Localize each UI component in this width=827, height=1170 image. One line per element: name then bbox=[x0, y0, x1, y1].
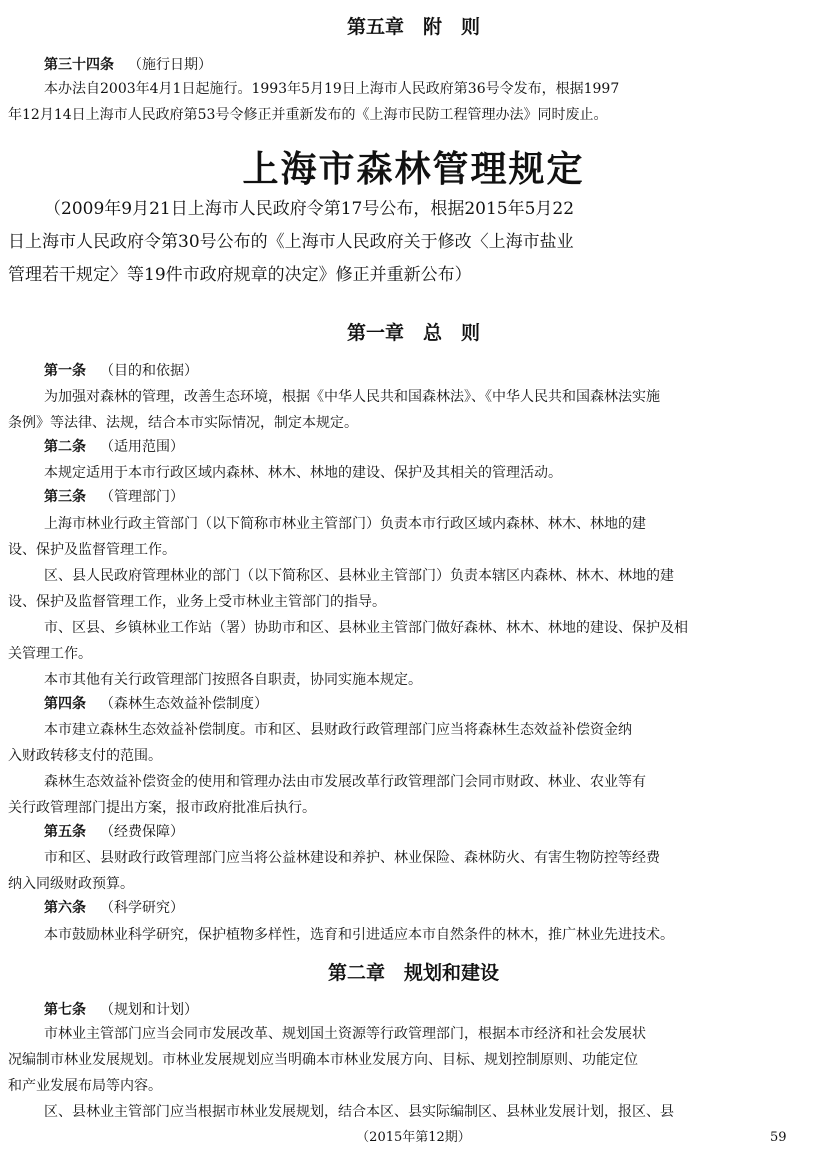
article-2-text bbox=[8, 460, 818, 486]
article-topic: （经费保障） bbox=[100, 824, 184, 840]
article-5-text bbox=[8, 845, 818, 897]
article-1-text bbox=[8, 384, 818, 436]
article-3-paragraph-3 bbox=[8, 615, 818, 667]
note-line: 日上海市人民政府令第30号公布的《上海市人民政府关于修改〈上海市盐业 bbox=[8, 232, 574, 252]
text-line: 入财政转移支付的范围。 bbox=[8, 748, 162, 764]
article-3-heading bbox=[44, 487, 184, 507]
article-topic: （目的和依据） bbox=[100, 363, 198, 379]
text-line: 和产业发展布局等内容。 bbox=[8, 1078, 162, 1094]
article-number: 第一条 bbox=[44, 363, 86, 379]
article-topic: （适用范围） bbox=[100, 439, 184, 455]
text-line: 为加强对森林的管理，改善生态环境，根据《中华人民共和国森林法》、《中华人民共和国森林法实施 bbox=[44, 389, 660, 405]
note-line: 管理若干规定〉等19件市政府规章的决定》修正并重新公布） bbox=[8, 265, 472, 285]
article-7-paragraph-2 bbox=[8, 1099, 818, 1125]
text-line: 纳入同级财政预算。 bbox=[8, 876, 134, 892]
text-line: 年12月14日上海市人民政府第53号令修正并重新发布的《上海市民防工程管理办法》同时废止。 bbox=[8, 107, 608, 123]
article-1-heading bbox=[44, 361, 198, 381]
article-number: 第七条 bbox=[44, 1002, 86, 1018]
article-topic: （规划和计划） bbox=[100, 1002, 198, 1018]
text-line: 本办法自2003年4月1日起施行。1993年5月19日上海市人民政府第36号令发布，根据1997 bbox=[44, 81, 620, 97]
article-topic: （森林生态效益补偿制度） bbox=[100, 696, 268, 712]
article-4-paragraph-2 bbox=[8, 769, 818, 821]
article-2-heading bbox=[44, 437, 184, 457]
issue-label: （2015年第12期） bbox=[356, 1130, 471, 1145]
article-topic: （施行日期） bbox=[128, 57, 212, 73]
page-number: 59 bbox=[770, 1130, 787, 1145]
article-4-heading bbox=[44, 694, 268, 714]
article-topic: （管理部门） bbox=[100, 489, 184, 505]
text-line: 市林业主管部门应当会同市发展改革、规划国土资源等行政管理部门，根据本市经济和社会发展状 bbox=[44, 1026, 646, 1042]
text-line: 市、区县、乡镇林业工作站（署）协助市和区、县林业主管部门做好森林、林木、林地的建设、保护及相 bbox=[44, 620, 688, 636]
regulation-title: 上海市森林管理规定 bbox=[242, 149, 585, 190]
text-line: 条例》等法律、法规，结合本市实际情况，制定本规定。 bbox=[8, 415, 358, 431]
article-number: 第六条 bbox=[44, 900, 86, 916]
text-line: 本市鼓励林业科学研究，保护植物多样性，选育和引进适应本市自然条件的林木，推广林业先进技术。 bbox=[44, 927, 674, 943]
article-6-text bbox=[8, 922, 818, 948]
text-line: 市和区、县财政行政管理部门应当将公益林建设和养护、林业保险、森林防火、有害生物防控等经费 bbox=[44, 850, 660, 866]
text-line: 关行政管理部门提出方案，报市政府批准后执行。 bbox=[8, 800, 316, 816]
article-number: 第二条 bbox=[44, 439, 86, 455]
article-number: 第五条 bbox=[44, 824, 86, 840]
text-line: 本规定适用于本市行政区域内森林、林木、林地的建设、保护及其相关的管理活动。 bbox=[44, 465, 562, 481]
article-topic: （科学研究） bbox=[100, 900, 184, 916]
text-line: 设、保护及监督管理工作，业务上受市林业主管部门的指导。 bbox=[8, 594, 386, 610]
text-line: 况编制市林业发展规划。市林业发展规划应当明确本市林业发展方向、目标、规划控制原则、功能定位 bbox=[8, 1052, 638, 1068]
text-line: 区、县林业主管部门应当根据市林业发展规划，结合本区、县实际编制区、县林业发展计划，报区、县 bbox=[44, 1104, 674, 1120]
text-line: 上海市林业行政主管部门（以下简称市林业主管部门）负责本市行政区域内森林、林木、林地的建 bbox=[44, 516, 646, 532]
article-34-heading bbox=[44, 55, 212, 75]
text-line: 区、县人民政府管理林业的部门（以下简称区、县林业主管部门）负责本辖区内森林、林木、林地的建 bbox=[44, 568, 674, 584]
article-7-heading bbox=[44, 1000, 198, 1020]
regulation-promulgation-note bbox=[0, 193, 827, 292]
article-6-heading bbox=[44, 898, 184, 918]
text-line: 设、保护及监督管理工作。 bbox=[8, 542, 176, 558]
article-3-paragraph-4 bbox=[8, 667, 818, 693]
chapter-two-heading: 第二章 规划和建设 bbox=[327, 962, 499, 984]
article-4-paragraph-1 bbox=[8, 717, 818, 769]
article-3-paragraph-1 bbox=[8, 511, 818, 563]
note-line: （2009年9月21日上海市人民政府令第17号公布，根据2015年5月22 bbox=[44, 199, 575, 219]
article-3-paragraph-2 bbox=[8, 563, 818, 615]
article-number: 第四条 bbox=[44, 696, 86, 712]
text-line: 森林生态效益补偿资金的使用和管理办法由市发展改革行政管理部门会同市财政、林业、农业等有 bbox=[44, 774, 646, 790]
article-number: 第三条 bbox=[44, 489, 86, 505]
article-5-heading bbox=[44, 822, 184, 842]
text-line: 关管理工作。 bbox=[8, 646, 92, 662]
chapter-one-heading: 第一章 总 则 bbox=[346, 322, 480, 344]
article-34-text bbox=[8, 76, 818, 128]
article-number: 第三十四条 bbox=[44, 57, 114, 73]
text-line: 本市建立森林生态效益补偿制度。市和区、县财政行政管理部门应当将森林生态效益补偿资金纳 bbox=[44, 722, 632, 738]
text-line: 本市其他有关行政管理部门按照各自职责，协同实施本规定。 bbox=[44, 672, 422, 688]
article-7-paragraph-1 bbox=[8, 1021, 818, 1099]
chapter-five-heading: 第五章 附 则 bbox=[346, 16, 480, 38]
